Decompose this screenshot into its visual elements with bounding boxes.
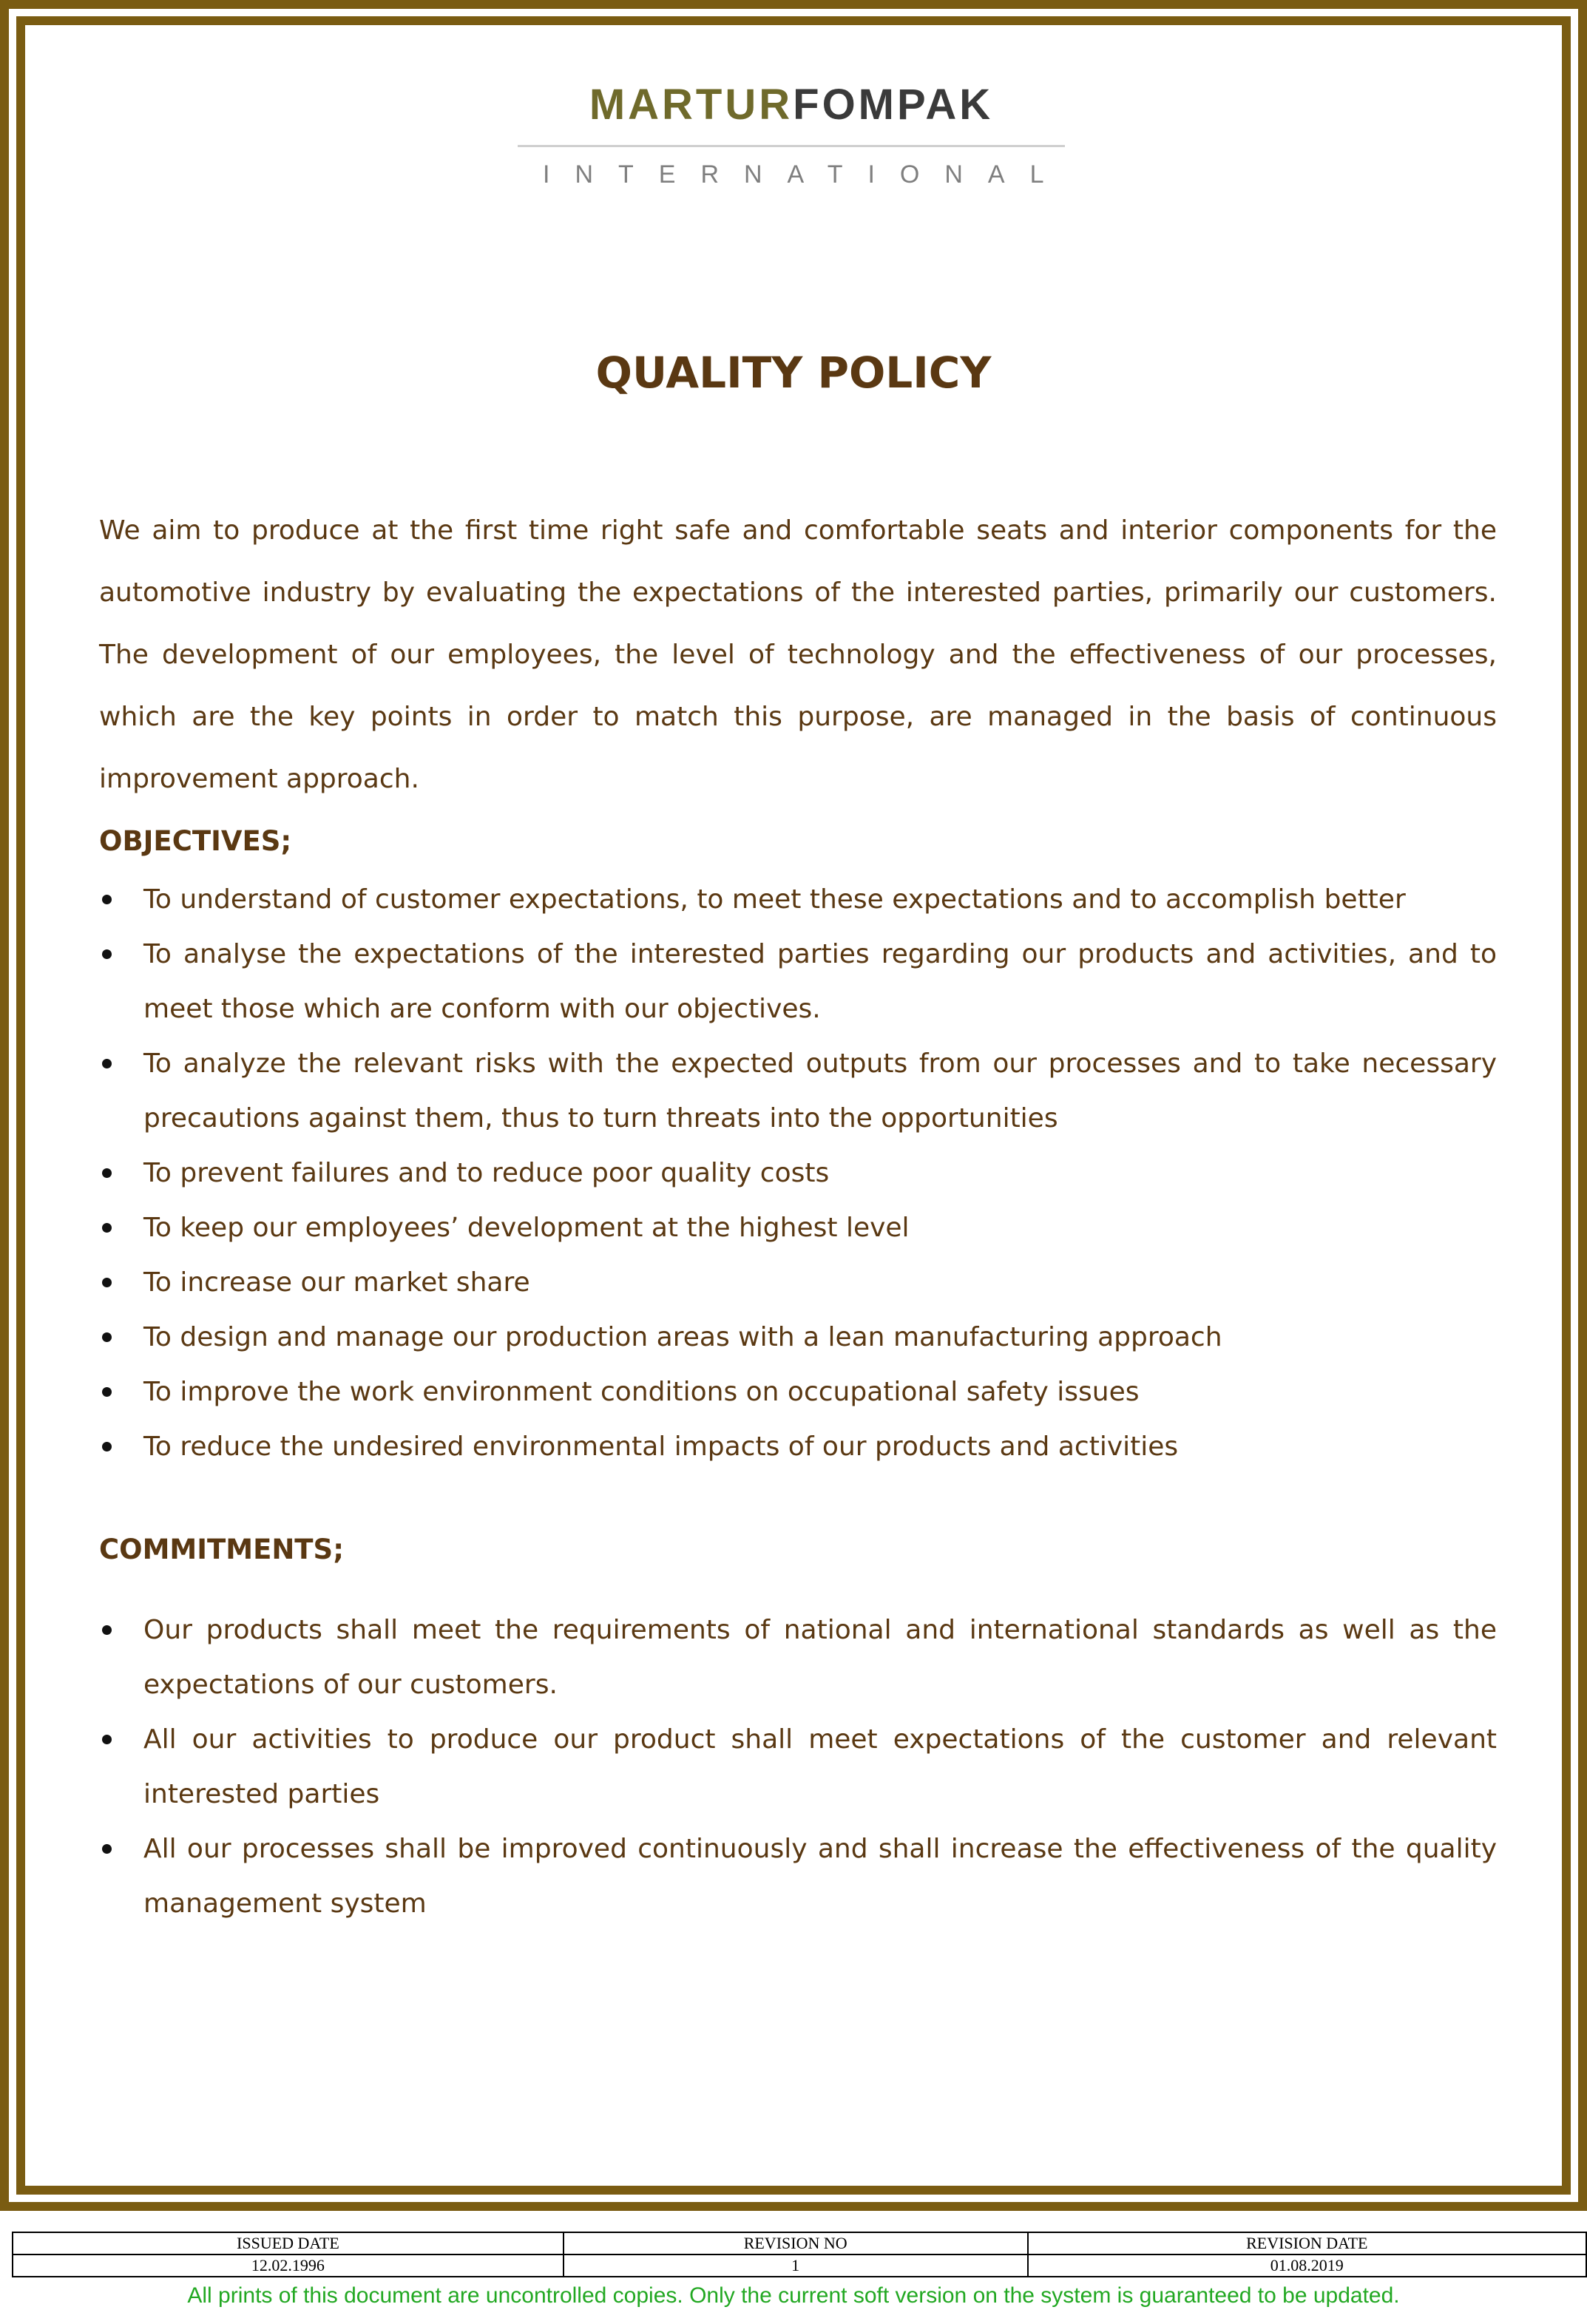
- objective-text: To reduce the undesired environmental impacts of our products and activities: [143, 1432, 1179, 1462]
- bullet-icon: [102, 1387, 112, 1397]
- objective-text: To increase our market share: [143, 1267, 530, 1298]
- objective-item: [99, 1420, 1497, 1474]
- objective-text: To prevent failures and to reduce poor quality costs: [143, 1158, 830, 1188]
- commitment-text: All our processes shall be improved continuously and shall increase the effectiveness of the quality management system: [143, 1834, 1497, 1919]
- objective-item: [99, 1365, 1497, 1420]
- company-logo: [518, 81, 1069, 189]
- objective-item: [99, 1256, 1497, 1310]
- commitment-item: [99, 1603, 1497, 1712]
- bullet-icon: [102, 1625, 112, 1635]
- bullet-icon: [102, 1059, 112, 1068]
- revision-no-header: REVISION NO: [564, 2232, 1028, 2254]
- objective-text: To design and manage our production areas with a lean manufacturing approach: [143, 1322, 1222, 1352]
- objective-item: [99, 873, 1497, 927]
- objective-item: [99, 1037, 1497, 1146]
- objective-item: [99, 1201, 1497, 1256]
- revision-table-value-row: [13, 2254, 1586, 2277]
- bullet-icon: [102, 895, 112, 904]
- objectives-list: [99, 873, 1497, 1474]
- objective-text: To understand of customer expectations, to meet these expectations and to accomplish better: [143, 884, 1406, 915]
- logo-subtitle: INTERNATIONAL: [543, 160, 1069, 189]
- commitments-heading: COMMITMENTS;: [99, 1534, 344, 1565]
- logo-divider: [518, 145, 1065, 147]
- objective-text: To analyse the expectations of the interested parties regarding our products and activities, and to meet those which are conform with our objectives.: [143, 939, 1497, 1024]
- bullet-icon: [102, 1278, 112, 1287]
- bullet-icon: [102, 1332, 112, 1342]
- objective-item: [99, 1146, 1497, 1201]
- logo-wordmark-part-b: FOMPAK: [793, 81, 994, 129]
- objectives-heading: OBJECTIVES;: [99, 825, 292, 857]
- bullet-icon: [102, 1223, 112, 1233]
- objective-text: To improve the work environment conditions on occupational safety issues: [143, 1377, 1140, 1407]
- page-title: QUALITY POLICY: [595, 348, 992, 398]
- issued-date-header: ISSUED DATE: [13, 2232, 564, 2254]
- logo-wordmark: [518, 81, 1065, 129]
- commitment-text: All our activities to produce our product shall meet expectations of the customer and relevant interested parties: [143, 1724, 1497, 1809]
- commitment-item: [99, 1822, 1497, 1931]
- objective-item: [99, 1310, 1497, 1365]
- bullet-icon: [102, 1442, 112, 1451]
- revision-date-header: REVISION DATE: [1028, 2232, 1586, 2254]
- uncontrolled-copy-disclaimer: All prints of this document are uncontrolled copies. Only the current soft version on the system is guaranteed to be updated.: [187, 2283, 1400, 2308]
- policy-content: [99, 500, 1497, 1931]
- revision-date-value: 01.08.2019: [1028, 2254, 1586, 2277]
- revision-table-header-row: [13, 2232, 1586, 2254]
- objective-text: To analyze the relevant risks with the expected outputs from our processes and to take necessary precautions against them, thus to turn threats into the opportunities: [143, 1048, 1497, 1134]
- objective-text: To keep our employees’ development at the highest level: [143, 1213, 910, 1243]
- bullet-icon: [102, 1844, 112, 1854]
- issued-date-value: 12.02.1996: [13, 2254, 564, 2277]
- revision-table: [12, 2232, 1587, 2277]
- commitment-item: [99, 1712, 1497, 1822]
- objective-item: [99, 927, 1497, 1037]
- logo-wordmark-part-a: MARTUR: [589, 81, 794, 129]
- bullet-icon: [102, 949, 112, 959]
- revision-no-value: 1: [564, 2254, 1028, 2277]
- commitment-text: Our products shall meet the requirements of national and international standards as well as the expectations of our customers.: [143, 1615, 1497, 1700]
- intro-paragraph: We aim to produce at the first time right safe and comfortable seats and interior components for the automotive industry by evaluating the expectations of the interested parties, primarily our customers. The development of our employees, the level of technology and the effectiveness of our processes, which are the key points in order to match this purpose, are managed in the basis of continuous improvement approach.: [99, 515, 1497, 794]
- commitments-list: [99, 1603, 1497, 1931]
- bullet-icon: [102, 1735, 112, 1744]
- bullet-icon: [102, 1168, 112, 1178]
